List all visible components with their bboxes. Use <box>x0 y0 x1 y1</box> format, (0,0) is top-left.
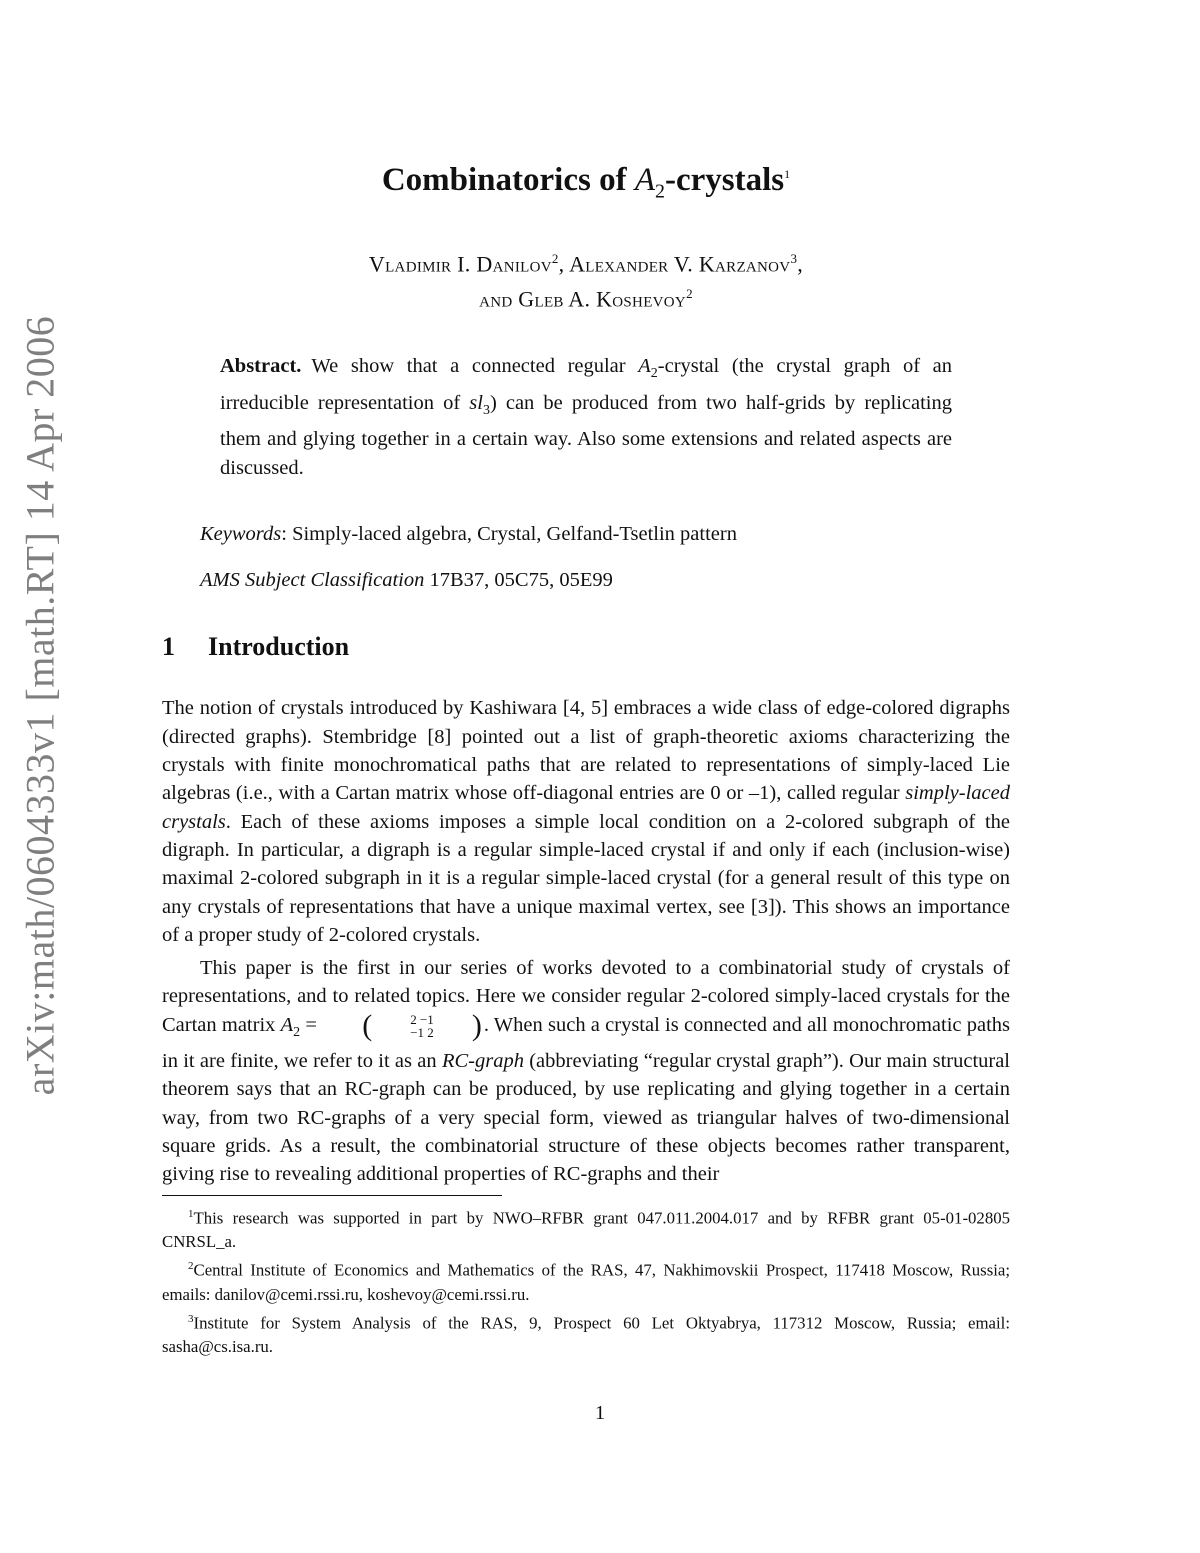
paper-page <box>162 150 1010 1359</box>
footnote-1-text: This research was supported in part by NWO–RFBR grant 047.011.2004.017 and by RFBR grant 05-01-02805 CNRSL_a. <box>162 1208 1010 1252</box>
keywords-line <box>200 520 1010 548</box>
author-karzanov: Alexander V. Karzanov <box>569 250 791 276</box>
matrix-top-row: 2 −1 <box>410 1012 434 1027</box>
paragraph-2-text-1: This paper is the first in our series of works devoted to a combinatorial study of crystals of representations, and to related topics. Here we consider regular 2-colored simply-laced crystals for the Cartan matrix <box>162 957 1010 1036</box>
footnote-3 <box>162 1307 1010 1360</box>
abstract-text-2: -crystal (the crystal graph of an irreducible representation of <box>220 355 952 414</box>
arxiv-identifier: arXiv:math/0604333v1 [math.RT] 14 Apr 2006 <box>17 315 63 1095</box>
paragraph-2-equals: = <box>300 1013 323 1036</box>
title-math-base: A <box>634 162 655 198</box>
author-koshevoy: and Gleb A. Koshevoy <box>479 286 687 312</box>
title-prefix: Combinatorics of <box>381 162 635 198</box>
introduction-body <box>162 694 1010 1188</box>
author-koshevoy-affil: 2 <box>686 285 693 301</box>
title-suffix: -crystals <box>665 162 785 198</box>
footnote-rule <box>162 1195 502 1196</box>
footnote-2-text: Central Institute of Economics and Mathematics of the RAS, 47, Nakhimovskii Prospect, 117418 Moscow, Russia; emails: danilov@cemi.rssi.ru, koshevoy@cemi.rssi.ru. <box>162 1260 1010 1304</box>
author-danilov-affil: 2 <box>551 250 559 266</box>
footnote-1 <box>162 1202 1010 1255</box>
footnote-3-mark: 3 <box>188 1312 194 1325</box>
abstract-text-1: We show that a connected regular <box>311 355 639 378</box>
author-separator: , <box>558 250 570 276</box>
author-line-1 <box>162 244 1010 279</box>
author-karzanov-affil: 3 <box>790 250 798 266</box>
section-title: Introduction <box>208 632 350 662</box>
abstract-label: Abstract. <box>220 355 302 378</box>
author-line-2 <box>162 279 1010 314</box>
abstract-math-base: A <box>638 355 651 378</box>
paragraph-2-math-base: A <box>280 1013 294 1036</box>
abstract-sl-sub: 3 <box>482 402 490 418</box>
section-heading <box>162 630 1010 664</box>
page-number: 1 <box>594 1402 606 1424</box>
abstract <box>220 352 952 482</box>
author-line-end: , <box>797 250 804 276</box>
keywords-text: Simply-laced algebra, Crystal, Gelfand-Tsetlin pattern <box>286 523 737 546</box>
paragraph-2-text-3: (abbreviating “regular crystal graph”). Our main structural theorem says that an RC-graph can be produced, by use replicating and glying together in a certain way, from two RC-graphs of a very special form, viewed as triangular halves of two-dimensional square grids. As a result, the combinatorial structure of these objects becomes rather transparent, giving rise to revealing additional properties of RC-graphs and their <box>162 1050 1011 1186</box>
ams-label: AMS Subject Classification <box>200 569 425 592</box>
paragraph-2-emphasis: RC-graph <box>441 1050 524 1073</box>
paragraph-2-math-a2 <box>280 1013 301 1040</box>
matrix-right-paren: ) <box>471 1009 482 1042</box>
footnote-2 <box>162 1254 1010 1307</box>
paragraph-1-emphasis: simply-laced crystals <box>162 782 1010 833</box>
footnotes <box>162 1202 1010 1360</box>
cartan-matrix <box>324 1011 482 1041</box>
arxiv-side-stamp <box>5 300 75 1110</box>
author-list <box>162 244 1010 315</box>
paragraph-2-math-sub: 2 <box>293 1024 301 1040</box>
title-footnote-mark: 1 <box>784 167 791 181</box>
paragraph-1-text-1: The notion of crystals introduced by Kashiwara [4, 5] embraces a wide class of edge-colored digraphs (directed graphs). Stembridge [8] pointed out a list of graph-theoretic axioms characterizing the crystals with finite monochromatical paths that are related to representations of simply-laced Lie algebras (i.e., with a Cartan matrix whose off-diagonal entries are 0 or –1), called regular <box>162 697 1010 805</box>
paragraph-1-text-2: . Each of these axioms imposes a simple local condition on a 2-colored subgraph of the digraph. In particular, a digraph is a regular simple-laced crystal if and only if each (inclusion-wise) maximal 2-colored subgraph in it is a regular simple-laced crystal (for a general result of this type on any crystals of representations that have a unique maximal vertex, see [3]). This shows an importance of a proper study of 2-colored crystals. <box>162 810 1010 946</box>
footnote-1-mark: 1 <box>188 1207 194 1220</box>
abstract-math-sub: 2 <box>650 366 658 382</box>
footnote-2-mark: 2 <box>188 1260 194 1273</box>
ams-classification-line <box>200 566 1010 594</box>
paragraph-2 <box>162 954 1010 1188</box>
matrix-cells <box>372 1013 434 1039</box>
title-math <box>634 162 665 203</box>
title-math-sub: 2 <box>655 180 665 203</box>
paragraph-1 <box>162 694 1010 949</box>
matrix-left-paren: ( <box>362 1009 373 1042</box>
abstract-text-3: ) can be produced from two half-grids by replicating them and glying together in a certain way. Also some extensions and related aspects are discussed. <box>220 391 952 479</box>
paragraph-2-text-2: . When such a crystal is connected and all monochromatic paths in it are finite, we refer to it as an <box>162 1013 1011 1073</box>
matrix-bottom-row: −1 2 <box>410 1025 434 1040</box>
section-number: 1 <box>162 632 175 662</box>
keywords-colon: : <box>281 523 287 546</box>
footnote-3-text: Institute for System Analysis of the RAS, 9, Prospect 60 Let Oktyabrya, 117312 Moscow, Russia; email: sasha@cs.isa.ru. <box>162 1313 1010 1357</box>
ams-text: 17B37, 05C75, 05E99 <box>424 569 613 592</box>
keywords-label: Keywords <box>200 523 282 546</box>
abstract-sl-base: sl <box>469 391 483 414</box>
abstract-math-sl3 <box>469 391 490 418</box>
paper-title <box>162 150 1010 216</box>
author-danilov: Vladimir I. Danilov <box>368 250 552 276</box>
abstract-math-a2 <box>638 355 658 382</box>
